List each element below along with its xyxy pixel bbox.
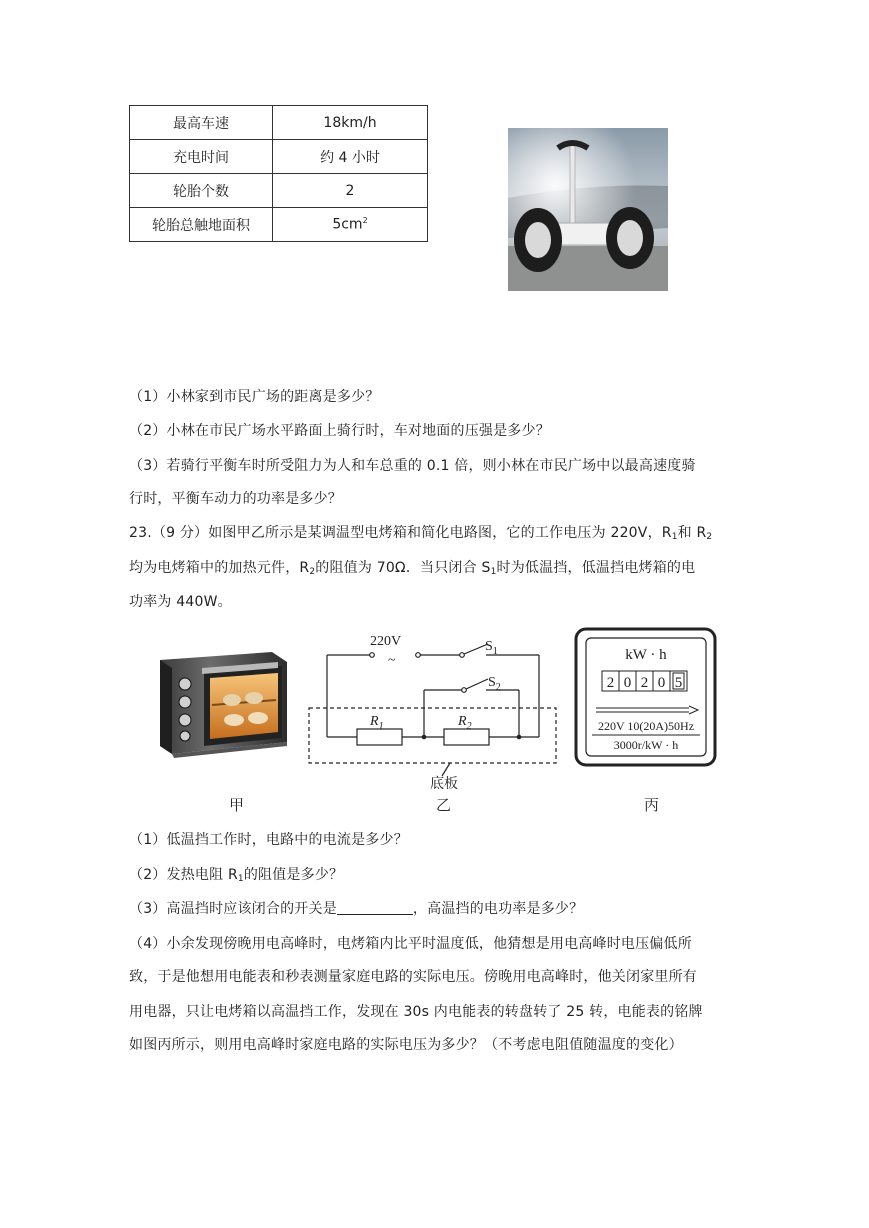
table-row bbox=[130, 208, 428, 242]
q22-part2: （2）小林在市民广场水平路面上骑行时，车对地面的压强是多少？ bbox=[129, 423, 550, 439]
caption-bing: 丙 bbox=[644, 796, 660, 814]
q23-stem-line2 bbox=[129, 557, 695, 577]
subscript: 1 bbox=[237, 874, 244, 884]
q23-part4-line4: 如图丙所示，则用电高峰时家庭电路的实际电压为多少？（不考虑电阻值随温度的变化） bbox=[129, 1037, 683, 1053]
q23-part3 bbox=[129, 898, 583, 918]
area-value: 5cm bbox=[332, 216, 363, 233]
meter-digit: 0 bbox=[657, 675, 666, 691]
balance-scooter-photo bbox=[508, 128, 668, 291]
circuit-diagram bbox=[300, 628, 565, 798]
q23-text: 的阻值为 70Ω．当只闭合 S bbox=[315, 560, 491, 576]
table-row bbox=[130, 174, 428, 208]
meter-digit: 0 bbox=[623, 675, 632, 691]
q22-part3-line1: （3）若骑行平衡车时所受阻力为人和车总重的 0.1 倍，则小林在市民广场中以最高速度骑 bbox=[129, 458, 696, 474]
q23-part4-line3: 用电器，只让电烤箱以高温挡工作，发现在 30s 内电能表的转盘转了 25 转，电能表的铭牌 bbox=[129, 1004, 703, 1020]
q23-part1: （1）低温挡工作时，电路中的电流是多少？ bbox=[129, 832, 408, 848]
table-cell-label: 轮胎总触地面积 bbox=[130, 208, 273, 242]
switch-s2-label: $S_2$ bbox=[488, 675, 501, 693]
caption-yi: 乙 bbox=[436, 796, 452, 814]
meter-rating: 220V 10(20A)50Hz bbox=[597, 719, 695, 733]
meter-digit: 2 bbox=[606, 675, 615, 691]
q23-text: 时为低温挡，低温挡电烤箱的电 bbox=[496, 560, 696, 576]
table-cell-label: 最高车速 bbox=[130, 106, 273, 140]
meter-digit: 5 bbox=[674, 675, 683, 691]
table-cell-value: 约 4 小时 bbox=[273, 140, 428, 174]
q23-stem-line3: 功率为 440W。 bbox=[129, 594, 232, 610]
energy-meter bbox=[574, 627, 719, 769]
meter-digit: 2 bbox=[640, 675, 649, 691]
q22-part1: （1）小林家到市民广场的距离是多少？ bbox=[129, 389, 380, 405]
resistor-r1-label: $R_1$ bbox=[370, 714, 384, 732]
q23-part4-line2: 致，于是他想用电能表和秒表测量家庭电路的实际电压。傍晚用电高峰时，他关闭家里所有 bbox=[129, 969, 697, 985]
table-row bbox=[130, 140, 428, 174]
oven-photo bbox=[152, 650, 292, 760]
q23-text: ，高温挡的电功率是多少？ bbox=[412, 901, 584, 917]
meter-unit: kW · h bbox=[625, 647, 667, 663]
q23-text: （3）高温挡时应该闭合的开关是 bbox=[129, 901, 337, 917]
answer-blank[interactable] bbox=[337, 900, 413, 915]
table-cell-value: 2 bbox=[273, 174, 428, 208]
table-row bbox=[130, 106, 428, 140]
q23-stem-line1 bbox=[129, 522, 712, 542]
voltage-label: 220V bbox=[370, 634, 402, 649]
q23-text: （2）发热电阻 R bbox=[129, 867, 238, 883]
subscript: 2 bbox=[706, 532, 713, 542]
q23-part4-line1: （4）小余发现傍晚用电高峰时，电烤箱内比平时温度低，他猜想是用电高峰时电压偏低所 bbox=[129, 936, 692, 952]
resistor-r2-label: $R_2$ bbox=[458, 714, 472, 732]
table-cell-value: 18km/h bbox=[273, 106, 428, 140]
q22-part3-line2: 行时，平衡车动力的功率是多少？ bbox=[129, 491, 342, 507]
table-cell-label: 充电时间 bbox=[130, 140, 273, 174]
ac-symbol: ~ bbox=[388, 653, 396, 668]
switch-s1-label: $S_1$ bbox=[485, 639, 498, 657]
subscript: 1 bbox=[671, 532, 678, 542]
subscript: 1 bbox=[490, 567, 497, 577]
q23-part2 bbox=[129, 864, 343, 884]
spec-table bbox=[129, 105, 428, 242]
meter-constant: 3000r/kW · h bbox=[613, 738, 679, 752]
caption-jia: 甲 bbox=[229, 796, 245, 814]
area-exponent: 2 bbox=[362, 216, 368, 226]
base-label: 底板 bbox=[430, 776, 458, 792]
subscript: 2 bbox=[309, 567, 316, 577]
q23-text: 和 R bbox=[677, 525, 707, 541]
table-cell-value bbox=[273, 208, 428, 242]
q23-text: 23.（9 分）如图甲乙所示是某调温型电烤箱和简化电路图，它的工作电压为 220V，R bbox=[129, 525, 672, 541]
q23-text: 均为电烤箱中的加热元件，R bbox=[129, 560, 310, 576]
table-cell-label: 轮胎个数 bbox=[130, 174, 273, 208]
q23-text: 的阻值是多少？ bbox=[243, 867, 344, 883]
